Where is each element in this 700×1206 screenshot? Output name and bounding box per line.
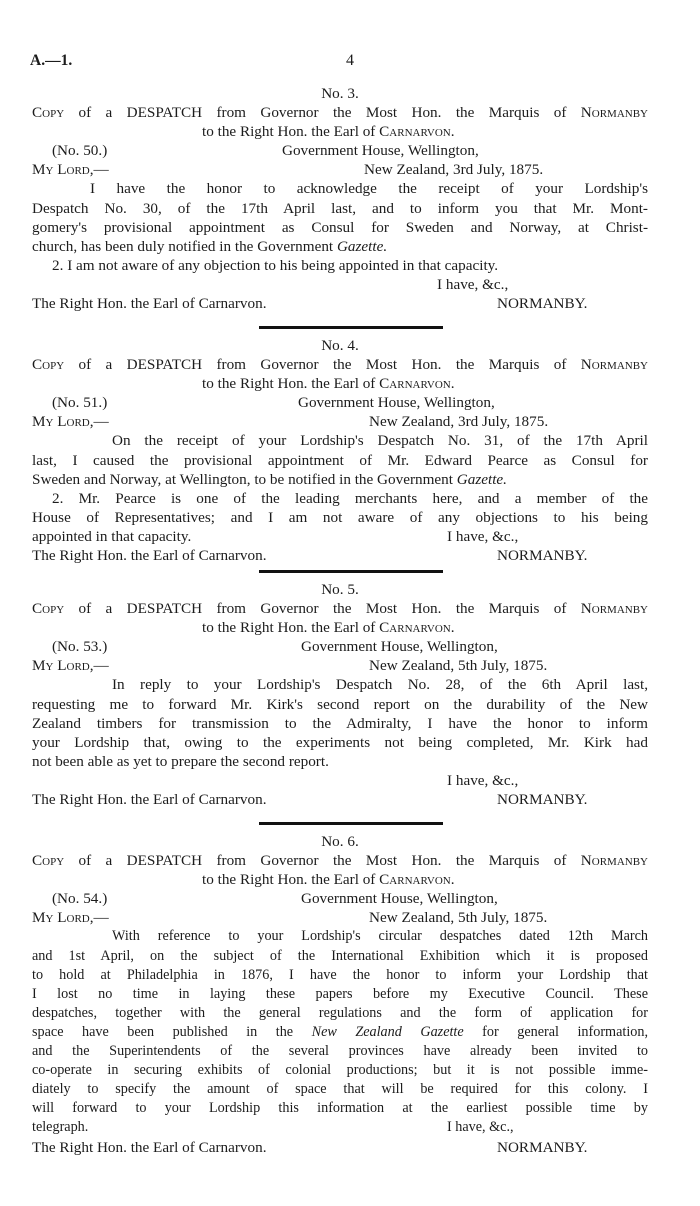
closing: I have, &c., (447, 771, 519, 789)
addressee: The Right Hon. the Earl of Carnarvon. (32, 547, 267, 565)
page-number: 4 (346, 52, 354, 69)
body-line: not been able as yet to prepare the second report. (32, 752, 329, 770)
body-line: and 1st April, on the subject of the International Exhibition which it is proposed (32, 947, 648, 964)
body-line: I lost no time in laying these papers before my Executive Council. These (32, 985, 648, 1002)
body-line: will forward to your Lordship this information at the earliest possible time by (32, 1100, 648, 1117)
despatch-title-line2: to the Right Hon. the Earl of Carnarvon. (202, 871, 455, 889)
place: Government House, Wellington, (301, 638, 498, 656)
despatch-title-line2: to the Right Hon. the Earl of Carnarvon. (202, 619, 455, 637)
reference-row (32, 393, 648, 412)
gazette-title: New Zealand Gazette (311, 1023, 464, 1040)
signature: NORMANBY. (497, 791, 588, 809)
despatch-number: No. 4. (321, 337, 359, 354)
place: Government House, Wellington, (298, 394, 495, 412)
salutation-row (32, 160, 648, 179)
body-line: and the Superintendents of the several provinces have already been invited to (32, 1043, 648, 1060)
despatch-no-5 (32, 580, 648, 809)
body-line: last, I caused the provisional appointment of Mr. Edward Pearce as Consul for (32, 451, 648, 469)
date: New Zealand, 5th July, 1875. (369, 909, 548, 927)
place: Government House, Wellington, (282, 142, 479, 160)
closing: I have, &c., (437, 275, 509, 293)
closing: I have, &c., (447, 1119, 514, 1136)
body-line: despatches, together with the general regulations and the form of application for (32, 1004, 648, 1021)
body-line: to hold at Philadelphia in 1876, I have the honor to inform your Lordship that (32, 966, 648, 983)
body-line: I have the honor to acknowledge the receipt of your Lordship's (90, 180, 648, 198)
reference-row (32, 889, 648, 908)
signature-row (32, 294, 648, 313)
reference-number: (No. 53.) (52, 638, 108, 656)
body-line: space have been published in the New Zealand Gazette for general information, (32, 1023, 649, 1040)
signature: NORMANBY. (497, 1138, 588, 1156)
despatch-title: Copy of a DESPATCH from Governor the Most Hon. the Marquis of Normanby (32, 104, 648, 122)
section-rule (259, 570, 443, 573)
body-line: co-operate in securing exhibits of colonial productions; but it is not possible imme- (32, 1062, 648, 1079)
date: New Zealand, 3rd July, 1875. (364, 161, 544, 179)
document-reference: A.—1. (30, 52, 73, 69)
body-line: diately to specify the amount of space that will be required for this colony. I (32, 1081, 648, 1098)
reference-number: (No. 50.) (52, 142, 108, 160)
body-line: On the receipt of your Lordship's Despatch No. 31, of the 17th April (112, 432, 648, 450)
addressee: The Right Hon. the Earl of Carnarvon. (32, 791, 267, 809)
salutation: My Lord,— (32, 657, 109, 675)
despatch-title-line2: to the Right Hon. the Earl of Carnarvon. (202, 375, 455, 393)
signature: NORMANBY. (497, 295, 588, 313)
body-line: telegraph. (32, 1119, 89, 1136)
body-line: 2. I am not aware of any objection to his being appointed in that capacity. (52, 256, 499, 274)
body-line: Sweden and Norway, at Wellington, to be notified in the Government Gazette. (32, 470, 507, 488)
gazette-title: Gazette. (456, 470, 507, 488)
despatch-number: No. 3. (321, 85, 359, 102)
body-line: In reply to your Lordship's Despatch No. 28, of the 6th April last, (112, 676, 648, 694)
section-rule (259, 822, 443, 825)
body-line: appointed in that capacity. (32, 527, 192, 545)
reference-row (32, 637, 648, 656)
salutation: My Lord,— (32, 909, 109, 927)
section-rule (259, 326, 443, 329)
body-line: your Lordship that, owing to the experiments not being completed, Mr. Kirk had (32, 733, 648, 751)
reference-number: (No. 51.) (52, 394, 108, 412)
signature: NORMANBY. (497, 547, 588, 565)
despatch-number: No. 5. (321, 581, 359, 598)
despatch-no-3 (32, 84, 648, 313)
salutation: My Lord,— (32, 161, 109, 179)
body-line-with-closing (32, 527, 648, 546)
body-line: gomery's provisional appointment as Consul for Sweden and Norway, at Christ- (32, 218, 648, 236)
closing-row (32, 771, 648, 790)
despatch-title: Copy of a DESPATCH from Governor the Most Hon. the Marquis of Normanby (32, 356, 648, 374)
body-line: Despatch No. 30, of the 17th April last, and to inform you that Mr. Mont- (32, 199, 648, 217)
page-header (30, 52, 670, 74)
place: Government House, Wellington, (301, 890, 498, 908)
despatch-title: Copy of a DESPATCH from Governor the Most Hon. the Marquis of Normanby (32, 600, 648, 618)
reference-number: (No. 54.) (52, 890, 108, 908)
salutation: My Lord,— (32, 413, 109, 431)
despatch-no-6 (32, 832, 648, 1157)
signature-row (32, 790, 648, 809)
body-line: House of Representatives; and I am not aware of any objections to his being (32, 508, 648, 526)
date: New Zealand, 5th July, 1875. (369, 657, 548, 675)
despatch-title-line2: to the Right Hon. the Earl of Carnarvon. (202, 123, 455, 141)
closing: I have, &c., (447, 527, 519, 545)
closing-row (32, 275, 648, 294)
body-line: 2. Mr. Pearce is one of the leading merchants here, and a member of the (52, 489, 648, 507)
despatch-title: Copy of a DESPATCH from Governor the Most Hon. the Marquis of Normanby (32, 852, 648, 870)
despatch-no-4 (32, 336, 648, 565)
reference-row (32, 141, 648, 160)
date: New Zealand, 3rd July, 1875. (369, 413, 549, 431)
gazette-title: Gazette. (336, 237, 388, 255)
addressee: The Right Hon. the Earl of Carnarvon. (32, 1138, 267, 1156)
body-line: requesting me to forward Mr. Kirk's second report on the durability of the New (32, 695, 648, 713)
body-line: With reference to your Lordship's circular despatches dated 12th March (112, 928, 648, 945)
addressee: The Right Hon. the Earl of Carnarvon. (32, 295, 267, 313)
despatch-number: No. 6. (321, 833, 359, 850)
body-line: Zealand timbers for transmission to the Admiralty, I have the honor to inform (32, 714, 648, 732)
salutation-row (32, 656, 648, 675)
body-line-with-closing (32, 1118, 648, 1137)
salutation-row (32, 412, 648, 431)
salutation-row (32, 908, 648, 927)
signature-row (32, 546, 648, 565)
body-line: church, has been duly notified in the Government Gazette. (32, 237, 388, 255)
signature-row (32, 1138, 648, 1157)
